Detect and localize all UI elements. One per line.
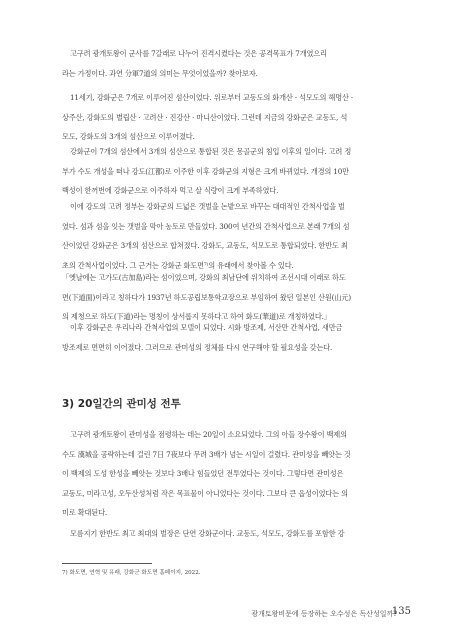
footnote: 7) 화도면, 연혁 및 유래, 강화군 화도면 홈페이지, 2022. xyxy=(62,570,201,576)
text-line: 이에 강도의 고려 정부는 강화군의 드넓은 갯벌을 논밭으로 바꾸는 대대적인 간척사업을 벌 xyxy=(70,202,345,211)
quote-line: 면(下道面)이라고 칭하다가 1937년 하도공립보통학교장으로 부임하여 왔던 일본인 산원(山元) xyxy=(62,292,352,302)
footnote-divider xyxy=(62,563,152,564)
text-line: 였다. 섬과 섬을 잇는 갯벌을 막아 농토로 만들었다. 300여 년간의 간척사업으로 본래 7개의 섬 xyxy=(62,221,350,231)
text-line: 고구려 광개토왕이 군사를 7갈래로 나누어 진격시켰다는 것은 공격목표가 7개였으리 xyxy=(70,49,327,58)
text-line: 상주산, 강화도의 별립산 · 고려산 · 진강산 · 마니산이었다. 그런데 지금의 강화군은 교동도, 석 xyxy=(62,112,348,122)
text-line: 초의 간척사업이었다. 그 근거는 강화군 화도면⁷⁾의 유래에서 찾아볼 수 있다. xyxy=(62,260,294,270)
text-line: 고구려 광개토왕이 관미성을 점령하는 데는 20일이 소요되었다. 그의 아들 장수왕이 백제의 xyxy=(70,430,347,439)
section-paragraph-1 xyxy=(62,425,414,523)
text-line: 이 백제의 도성 한성을 빼앗는 것보다 3배나 힘들었던 전투였다는 것이다. 그렇다면 관미성은 xyxy=(62,469,344,479)
text-line: 11세기, 강화군은 7개로 이루어진 섬산이었다. 위로부터 교동도의 화개산 · 석모도의 해명산 · xyxy=(70,93,354,102)
text-line: 교동도, 미라고성, 오두산성처럼 작은 목표물이 아니었다는 것이다. 그보다 큰 읍성이었다는 의 xyxy=(62,488,348,498)
text-line: 방조제로 면면히 이어졌다. 그러므로 관미성의 정체를 다시 연구해야 할 필요성을 갖는다. xyxy=(62,342,333,352)
paragraph-4 xyxy=(62,197,414,275)
page-number: 135 xyxy=(391,606,411,617)
section-heading: 3) 20일간의 관미성 전투 xyxy=(62,398,181,410)
text-line: 수도 漢城을 공략하는데 걸린 7日 7夜보다 무려 3배가 넘는 시일이 걸렸다. 관미성을 빼앗는 것 xyxy=(62,449,351,459)
text-line: 모름지기 한반도 최고 최대의 벌장은 단연 강화군이다. 교동도, 석모도, 강화도를 포함한 강 xyxy=(70,529,345,538)
text-line: 모도, 강화도의 3개의 섬산으로 이루어졌다. xyxy=(62,132,195,142)
text-line: 미로 확대된다. xyxy=(62,508,108,518)
text-line: 부가 수도 개성을 떠나 강도(江都)로 이주한 이후 강화군의 지형은 크게 바뀌었다. 개경의 10만 xyxy=(62,166,349,176)
text-line: 백성이 한꺼번에 강화군으로 이주하자 먹고 살 식량이 크게 부족하였다. xyxy=(62,186,279,196)
paragraph-3 xyxy=(62,142,414,201)
text-line: 산이었던 강화군은 3개의 섬산으로 합쳐졌다. 강화도, 교동도, 석모도로 통합되었다. 한반도 최 xyxy=(62,241,348,251)
text-line: 라는 가정이다. 과연 分軍7道의 의미는 무엇이었을까? 찾아보자. xyxy=(62,68,258,78)
paragraph-after-quote xyxy=(62,318,414,357)
text-line: 강화군이 7개의 섬산에서 3개의 섬산으로 통합된 것은 몽골군의 침입 이후의 일이다. 고려 정 xyxy=(70,147,352,156)
running-head: 광개토왕비문에 등장하는 오수성은 독산성일까? xyxy=(251,610,397,618)
section-paragraph-2 xyxy=(62,524,414,544)
paragraph-2 xyxy=(62,88,414,147)
quote-line: 의 제청으로 하도(下道)라는 명칭이 상서롭지 못하다고 하여 화도(華道)로 개칭하였다.」 xyxy=(62,312,331,322)
paragraph-1 xyxy=(62,44,414,83)
quote-line: 「옛날에는 고가도(古加島)라는 섬이었으며, 강화의 최남단에 위치하여 조선시대 이래로 하도 xyxy=(62,273,346,282)
text-line: 이후 강화군은 우리나라 간척사업의 모델이 되었다. 시화 방조제, 서산만 간척사업, 새만금 xyxy=(70,323,343,332)
